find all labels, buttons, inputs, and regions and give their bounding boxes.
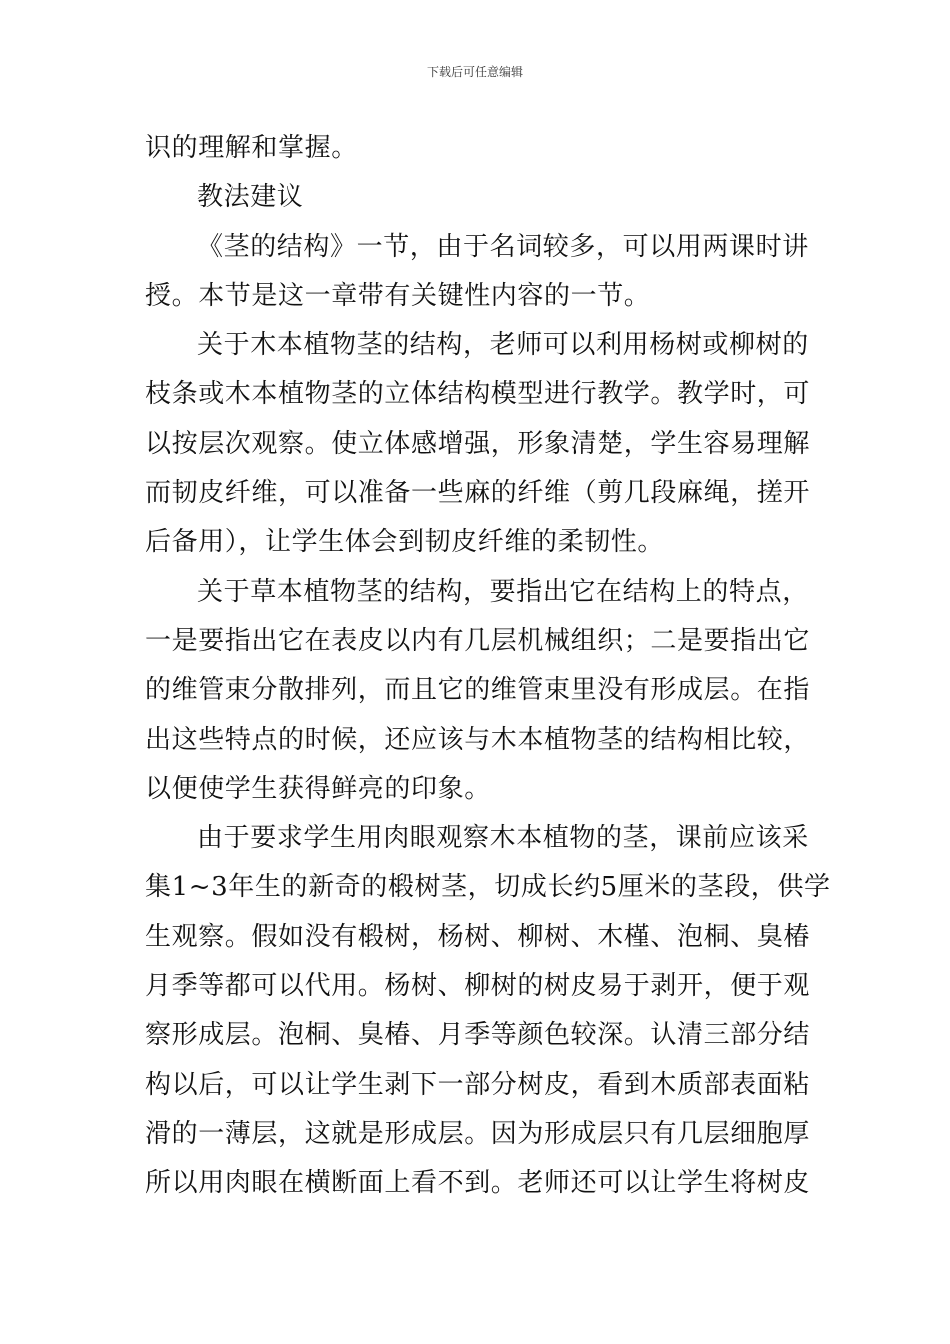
- text-line: 出这些特点的时候，还应该与木本植物茎的结构相比较，: [145, 724, 811, 755]
- text-line: 集1~3年生的新奇的椴树茎，切成长约5厘米的茎段，供学: [145, 872, 831, 903]
- text-line: 授。本节是这一章带有关键性内容的一节。: [145, 280, 651, 311]
- body-text: [145, 124, 831, 1209]
- text-line: 一是要指出它在表皮以内有几层机械组织；二是要指出它: [145, 625, 811, 656]
- section-heading: 教法建议: [197, 182, 304, 213]
- text-line: 以便使学生获得鲜亮的印象。: [145, 773, 491, 804]
- text-line: 的维管束分散排列，而且它的维管束里没有形成层。在指: [145, 675, 811, 706]
- text-line: 月季等都可以代用。杨树、柳树的树皮易于剥开，便于观: [145, 971, 811, 1002]
- text-line: 察形成层。泡桐、臭椿、月季等颜色较深。认清三部分结: [145, 1020, 811, 1051]
- text-line: 后备用），让学生体会到韧皮纤维的柔韧性。: [145, 527, 665, 558]
- text-line: 关于草本植物茎的结构，要指出它在结构上的特点，: [197, 576, 809, 607]
- text-line: 关于木本植物茎的结构，老师可以利用杨树或柳树的: [197, 330, 809, 361]
- text-line: 滑的一薄层，这就是形成层。因为形成层只有几层细胞厚: [145, 1118, 811, 1149]
- text-line: 枝条或木本植物茎的立体结构模型进行教学。教学时，可: [145, 379, 811, 410]
- text-line: 识的理解和掌握。: [145, 133, 358, 163]
- text-line: 而韧皮纤维，可以准备一些麻的纤维（剪几段麻绳，搓开: [145, 478, 811, 509]
- text-line: 所以用肉眼在横断面上看不到。老师还可以让学生将树皮: [145, 1168, 811, 1199]
- text-line: 以按层次观察。使立体感增强，形象清楚，学生容易理解: [145, 428, 811, 459]
- text-line: 构以后，可以让学生剥下一部分树皮，看到木质部表面粘: [145, 1069, 811, 1100]
- text-line: 由于要求学生用肉眼观察木本植物的茎，课前应该采: [197, 823, 809, 854]
- text-line: 生观察。假如没有椴树，杨树、柳树、木槿、泡桐、臭椿: [145, 921, 811, 952]
- text-line: 《茎的结构》一节，由于名词较多，可以用两课时讲: [197, 231, 809, 262]
- page-header: 下载后可任意编辑: [426, 65, 523, 79]
